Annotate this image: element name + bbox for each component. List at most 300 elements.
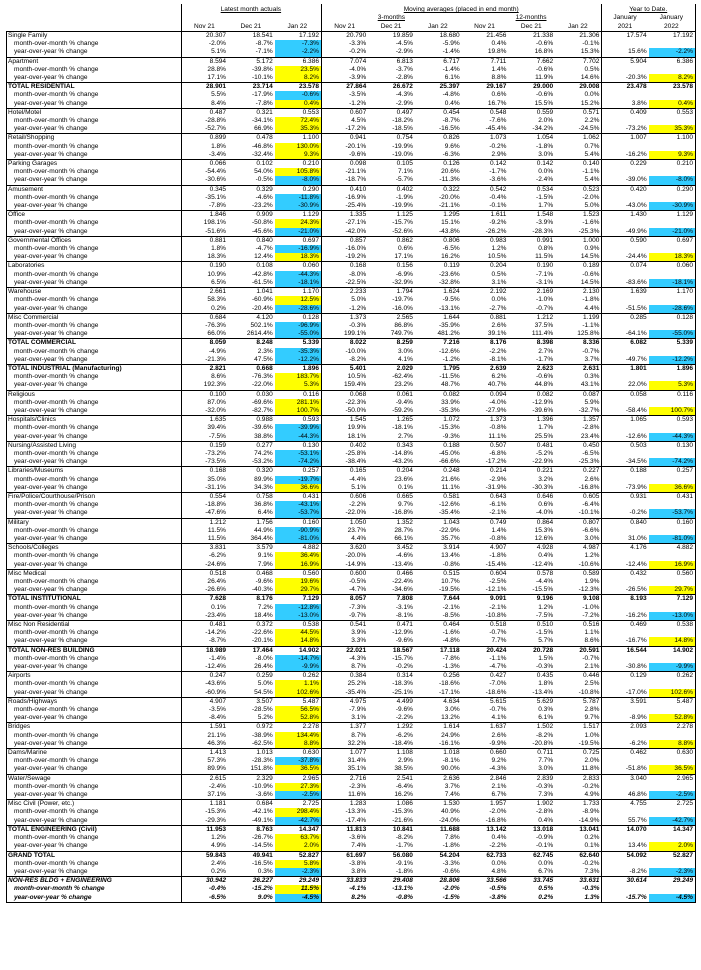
mom-cell xyxy=(602,91,649,99)
mom-cell: -6.2% xyxy=(395,731,413,739)
value-cell: 0.600 xyxy=(321,569,368,578)
section-value-row xyxy=(7,749,696,758)
yoy-cell: 5.1% xyxy=(181,48,228,57)
yoy-cell: 5.0% xyxy=(584,202,600,210)
value-cell: 1.073 xyxy=(462,134,509,143)
mom-cell xyxy=(602,476,649,484)
value-cell: 0.899 xyxy=(181,134,228,143)
yoy-cell: 4.1% xyxy=(398,355,413,363)
yoy-cell: 100.7% xyxy=(275,407,322,416)
value-cell: 0.538 xyxy=(649,621,696,630)
value-cell: 1.129 xyxy=(649,211,696,220)
category-label: Misc Commercial xyxy=(7,313,182,322)
value-cell: 0.277 xyxy=(228,441,275,450)
yoy-cell: 17.1% xyxy=(394,253,413,261)
value-cell: 29.249 xyxy=(275,877,322,886)
value-cell: 0.431 xyxy=(275,492,322,501)
yoy-cell: -0.8% xyxy=(489,534,507,542)
mom-cell: 502.1% xyxy=(250,321,273,329)
yoy-cell: 481.2% xyxy=(437,330,460,338)
value-cell: 1.295 xyxy=(415,211,462,220)
value-cell: 0.142 xyxy=(462,160,509,169)
change-label: year-over-year % change xyxy=(7,48,182,57)
change-label: year-over-year % change xyxy=(7,535,182,544)
yoy-change-row xyxy=(7,509,696,518)
section-value-row xyxy=(7,262,696,271)
yoy-cell: -10.8% xyxy=(578,688,600,696)
mom-cell: -19.7% xyxy=(392,296,413,304)
mom-cell: 5.9% xyxy=(584,398,600,406)
yoy-cell: 17.1% xyxy=(181,74,228,83)
change-label: month-over-month % change xyxy=(7,168,182,176)
yoy-cell: 16.7% xyxy=(487,99,507,107)
yoy-cell: -53.7% xyxy=(649,509,696,518)
category-label: NON-RES BLDG + ENGINEERING xyxy=(7,877,182,886)
mom-cell: 1.2% xyxy=(584,552,600,560)
mom-cell: 183.7% xyxy=(275,373,322,381)
yoy-cell: -53.7% xyxy=(275,509,322,518)
mom-cell: -7.6% xyxy=(489,117,507,125)
value-cell: 1.357 xyxy=(555,416,602,425)
value-cell: 0.130 xyxy=(275,441,322,450)
value-cell: 0.478 xyxy=(228,134,275,143)
header-ytd-col-2a: January xyxy=(649,14,696,22)
mom-cell: 0.9% xyxy=(584,245,600,253)
value-cell: 7.711 xyxy=(462,57,509,66)
mom-cell: -4.5% xyxy=(395,40,413,48)
yoy-cell: 0.2% xyxy=(181,305,228,314)
mom-cell xyxy=(649,783,696,791)
mom-cell xyxy=(602,168,649,176)
mom-cell: 11.5% xyxy=(181,527,228,535)
mom-cell: -4.4% xyxy=(321,476,368,484)
value-cell: 0.402 xyxy=(368,185,415,194)
mom-cell: 1.8% xyxy=(538,680,554,688)
yoy-cell: -24.0% xyxy=(438,816,460,824)
value-cell: 7.129 xyxy=(649,595,696,604)
mom-cell: -8.0% xyxy=(255,654,273,662)
mom-cell xyxy=(602,783,649,791)
mom-cell: 36.8% xyxy=(254,501,273,509)
mom-cell xyxy=(602,450,649,458)
yoy-cell: -2.2% xyxy=(395,714,413,722)
yoy-cell: -26.2% xyxy=(485,227,507,235)
value-cell: 1.591 xyxy=(181,723,228,732)
yoy-cell: 29.7% xyxy=(649,586,696,595)
mom-cell: -0.3% xyxy=(321,322,368,330)
value-cell: 7.644 xyxy=(415,595,462,604)
yoy-cell: -4.5% xyxy=(649,894,696,903)
change-label: year-over-year % change xyxy=(7,330,182,339)
yoy-cell: 8.8% xyxy=(275,740,322,749)
mom-cell: -15.7% xyxy=(392,219,413,227)
change-label: month-over-month % change xyxy=(7,860,182,868)
value-cell: 0.857 xyxy=(321,236,368,245)
value-cell: 0.462 xyxy=(602,749,649,758)
mom-cell: 57.3% xyxy=(181,757,228,765)
mom-cell: -1.6% xyxy=(582,219,600,227)
mom-cell: 19.9% xyxy=(321,424,368,432)
mom-cell: 2.9% xyxy=(398,757,413,765)
yoy-cell: 35.1% xyxy=(321,765,368,774)
change-label: year-over-year % change xyxy=(7,100,182,109)
mom-cell: -4.1% xyxy=(321,885,368,893)
mom-cell: 3.2% xyxy=(538,475,554,483)
yoy-cell: 3.1% xyxy=(491,278,507,286)
value-cell: 49.941 xyxy=(228,851,275,860)
yoy-cell: -2.2% xyxy=(275,48,322,57)
value-cell: 0.285 xyxy=(602,313,649,322)
value-cell: 0.864 xyxy=(508,518,555,527)
mom-cell: -27.1% xyxy=(321,219,368,227)
yoy-cell: -2.5% xyxy=(275,791,322,800)
mom-cell: -1.1% xyxy=(582,168,600,176)
mom-cell: -18.1% xyxy=(392,424,413,432)
yoy-cell: 38.8% xyxy=(254,432,273,440)
value-cell: 0.554 xyxy=(181,492,228,501)
header-ytd-col-1a: January xyxy=(602,14,649,22)
yoy-cell: 2.1% xyxy=(584,663,600,671)
change-label: month-over-month % change xyxy=(7,680,182,688)
section-value-row xyxy=(7,134,696,143)
yoy-cell: 0.3% xyxy=(257,867,273,875)
category-label: Dams/Marine xyxy=(7,749,182,758)
mom-cell: -22.3% xyxy=(321,399,368,407)
header-ytd-title: Year to Date. xyxy=(602,4,696,14)
value-cell: 0.560 xyxy=(275,569,322,578)
value-cell: 1.377 xyxy=(321,723,368,732)
mom-cell: 9.6% xyxy=(444,142,460,150)
value-cell: 0.214 xyxy=(462,467,509,476)
yoy-cell: 16.9% xyxy=(275,561,322,570)
value-cell: 33.566 xyxy=(462,877,509,886)
yoy-cell: 47.5% xyxy=(254,355,273,363)
mom-cell: -1.1% xyxy=(489,654,507,662)
value-cell: 1.545 xyxy=(321,416,368,425)
yoy-cell: 16.2% xyxy=(441,253,460,261)
section-value-row xyxy=(7,825,696,834)
yoy-cell: 7.7% xyxy=(491,637,507,645)
value-cell: 0.431 xyxy=(649,492,696,501)
mom-cell xyxy=(649,91,696,99)
yoy-cell: -51.6% xyxy=(181,228,228,237)
mom-cell: -19.7% xyxy=(275,476,322,484)
yoy-cell: 2.0% xyxy=(649,842,696,851)
mom-cell xyxy=(602,194,649,202)
yoy-cell: 14.5% xyxy=(580,253,600,261)
value-cell: 0.604 xyxy=(462,569,509,578)
mom-cell: -2.5% xyxy=(489,578,507,585)
value-cell: 0.807 xyxy=(555,518,602,527)
value-cell: 56.080 xyxy=(368,851,415,860)
yoy-cell: -55.0% xyxy=(275,330,322,339)
yoy-cell: -12.3% xyxy=(578,586,600,594)
value-cell: 0.247 xyxy=(181,672,228,681)
yoy-cell: 52.8% xyxy=(275,714,322,723)
section-value-row xyxy=(7,416,696,425)
mom-cell: 1.1% xyxy=(584,629,600,637)
category-label: Parking Garages xyxy=(7,160,182,169)
value-cell: 0.450 xyxy=(555,441,602,450)
value-cell: 0.464 xyxy=(415,621,462,630)
value-cell: 26.227 xyxy=(228,877,275,886)
mom-cell: 2.6% xyxy=(491,731,507,739)
value-cell: 0.410 xyxy=(321,185,368,194)
value-cell: 5.615 xyxy=(462,697,509,706)
yoy-cell: 18.3% xyxy=(275,253,322,262)
mom-cell: -62.4% xyxy=(392,373,413,381)
yoy-change-row xyxy=(7,279,696,288)
value-cell: 1.041 xyxy=(228,288,275,297)
mom-cell: 5.5% xyxy=(181,91,228,99)
value-cell: 33.631 xyxy=(555,877,602,886)
yoy-cell: -4.3% xyxy=(489,765,507,773)
yoy-cell: 199.1% xyxy=(321,330,368,339)
yoy-cell: 0.4% xyxy=(649,100,696,109)
yoy-cell: -14.5% xyxy=(251,842,273,850)
yoy-change-row xyxy=(7,740,696,749)
mom-cell: -37.8% xyxy=(275,757,322,765)
value-cell: 20.728 xyxy=(508,646,555,655)
yoy-cell: -18.6% xyxy=(485,688,507,696)
yoy-cell: 3.7% xyxy=(584,355,600,363)
yoy-cell: -16.5% xyxy=(438,125,460,133)
yoy-cell: 48.7% xyxy=(441,381,460,389)
yoy-cell: 23.2% xyxy=(394,381,413,389)
change-label: month-over-month % change xyxy=(7,91,182,99)
section-value-row xyxy=(7,800,696,809)
value-cell: 0.605 xyxy=(555,492,602,501)
value-cell: 1.062 xyxy=(555,134,602,143)
category-label: TOTAL ENGINEERING (Civil) xyxy=(7,825,182,834)
yoy-cell: 15.2% xyxy=(580,99,600,107)
section-value-row xyxy=(7,160,696,169)
change-label: year-over-year % change xyxy=(7,407,182,416)
value-cell: 8.059 xyxy=(181,339,228,348)
value-cell: 0.098 xyxy=(321,160,368,169)
yoy-cell: -1.2% xyxy=(442,355,460,363)
change-label: month-over-month % change xyxy=(7,655,182,663)
mom-cell: -2.2% xyxy=(489,347,507,355)
value-cell: 18.680 xyxy=(415,32,462,41)
mom-cell: 19.6% xyxy=(275,578,322,586)
value-cell: 0.881 xyxy=(181,236,228,245)
mom-cell: -0.3% xyxy=(582,885,600,893)
mom-cell xyxy=(602,578,649,586)
mom-cell: -60.9% xyxy=(251,296,273,304)
category-label: Military xyxy=(7,518,182,527)
value-cell: 0.322 xyxy=(415,185,462,194)
mom-cell: 23.5% xyxy=(275,66,322,74)
mom-cell: -0.6% xyxy=(536,40,554,48)
mom-change-row xyxy=(7,757,696,765)
mom-cell: 8.7% xyxy=(321,732,368,740)
section-value-row xyxy=(7,32,696,41)
mom-cell xyxy=(602,757,649,765)
yoy-change-row xyxy=(7,407,696,416)
yoy-cell: 16.9% xyxy=(649,561,696,570)
mom-cell: 1.4% xyxy=(491,65,507,73)
yoy-cell: 3.0% xyxy=(538,765,554,773)
mom-cell: 2.6% xyxy=(491,321,507,329)
yoy-cell: -32.4% xyxy=(251,150,273,158)
yoy-change-row xyxy=(7,125,696,134)
section-value-row xyxy=(7,723,696,732)
yoy-cell: -81.0% xyxy=(649,535,696,544)
change-label: year-over-year % change xyxy=(7,125,182,134)
yoy-cell: -16.0% xyxy=(392,304,413,312)
value-cell: 17.192 xyxy=(649,32,696,41)
yoy-cell: -62.5% xyxy=(251,739,273,747)
mom-cell: -3.6% xyxy=(321,834,368,842)
change-label: year-over-year % change xyxy=(7,842,182,851)
yoy-cell: 9.7% xyxy=(584,714,600,722)
mom-cell: 9.2% xyxy=(491,757,507,765)
value-cell: 0.806 xyxy=(415,236,462,245)
mom-cell: 0.0% xyxy=(538,859,554,867)
mom-cell: 1.1% xyxy=(275,680,322,688)
mom-cell: -13.3% xyxy=(321,808,368,816)
mom-cell: -8.2% xyxy=(395,834,413,842)
mom-cell: -2.1% xyxy=(442,603,460,611)
mom-cell: -15.3% xyxy=(438,424,460,432)
mom-cell: 134.4% xyxy=(275,732,322,740)
value-cell: 2.093 xyxy=(602,723,649,732)
yoy-cell: -0.2% xyxy=(602,509,649,518)
mom-cell: -34.1% xyxy=(251,117,273,125)
yoy-cell: -16.8% xyxy=(578,483,600,491)
mom-cell: -21.1% xyxy=(321,168,368,176)
yoy-cell: 8.8% xyxy=(649,740,696,749)
yoy-cell: -9.9% xyxy=(489,739,507,747)
value-cell: 8.057 xyxy=(321,595,368,604)
value-cell: 1.292 xyxy=(368,723,415,732)
yoy-cell: 2.0% xyxy=(275,842,322,851)
yoy-cell: -42.7% xyxy=(649,817,696,826)
mom-cell: 0.6% xyxy=(491,91,507,99)
mom-cell: -76.3% xyxy=(251,373,273,381)
mom-cell: 72.4% xyxy=(275,117,322,125)
yoy-cell: -17.1% xyxy=(438,688,460,696)
mom-cell: 58.3% xyxy=(181,296,228,304)
value-cell: 11.813 xyxy=(321,825,368,834)
mom-cell: -1.0% xyxy=(536,296,554,304)
yoy-cell: -52.7% xyxy=(181,125,228,134)
yoy-cell: -13.1% xyxy=(438,304,460,312)
section-value-row xyxy=(7,646,696,655)
yoy-cell: -7.1% xyxy=(255,48,273,56)
value-cell: 7.129 xyxy=(275,595,322,604)
yoy-cell: -1.2% xyxy=(321,305,368,314)
yoy-cell: -0.7% xyxy=(536,304,554,312)
mom-cell xyxy=(602,732,649,740)
category-label: Office xyxy=(7,211,182,220)
yoy-change-row xyxy=(7,381,696,390)
yoy-cell: -23.4% xyxy=(181,612,228,621)
yoy-cell: -12.2% xyxy=(649,356,696,365)
mom-cell xyxy=(602,834,649,842)
mom-cell xyxy=(649,860,696,868)
table-body xyxy=(7,32,696,903)
value-cell: 7.662 xyxy=(508,57,555,66)
value-cell: 1.043 xyxy=(415,518,462,527)
mom-cell: 37.5% xyxy=(534,321,554,329)
section-value-row xyxy=(7,518,696,527)
yoy-cell: -27.9% xyxy=(485,406,507,414)
mom-cell: 2.0% xyxy=(584,757,600,765)
yoy-change-row xyxy=(7,663,696,672)
mom-change-row xyxy=(7,501,696,509)
mom-cell: 0.6% xyxy=(398,245,413,253)
yoy-change-row xyxy=(7,714,696,723)
value-cell: 23.478 xyxy=(602,83,649,92)
yoy-cell: 12.6% xyxy=(534,534,554,542)
value-cell: 2.565 xyxy=(368,313,415,322)
yoy-cell: -82.7% xyxy=(251,406,273,414)
mom-cell xyxy=(649,732,696,740)
value-cell: 0.060 xyxy=(649,262,696,271)
mom-cell: 0.3% xyxy=(538,706,554,714)
mom-cell xyxy=(602,348,649,356)
value-cell: 0.229 xyxy=(602,160,649,169)
change-label: month-over-month % change xyxy=(7,322,182,330)
yoy-cell: -1.8% xyxy=(395,867,413,875)
value-cell: 0.510 xyxy=(508,621,555,630)
value-cell: 4.882 xyxy=(275,544,322,553)
mom-cell: 0.8% xyxy=(538,245,554,253)
yoy-cell: 5.7% xyxy=(538,637,554,645)
yoy-cell: 3.3% xyxy=(321,637,368,646)
value-cell: 11.688 xyxy=(415,825,462,834)
yoy-change-row xyxy=(7,48,696,57)
mom-cell: -2.3% xyxy=(321,783,368,791)
value-cell: 0.128 xyxy=(275,313,322,322)
yoy-cell: -22.9% xyxy=(532,458,554,466)
header-blank xyxy=(181,14,321,22)
mom-cell: 5.8% xyxy=(275,860,322,868)
value-cell: 1.502 xyxy=(508,723,555,732)
yoy-cell: -2.9% xyxy=(395,99,413,107)
value-cell: 3.914 xyxy=(415,544,462,553)
mom-cell: -0.4% xyxy=(181,885,228,893)
value-cell: 0.290 xyxy=(649,185,696,194)
mom-cell: -6.6% xyxy=(582,526,600,534)
change-label: month-over-month % change xyxy=(7,373,182,381)
mom-cell: 2.1% xyxy=(491,782,507,790)
mom-cell: -1.4% xyxy=(181,655,228,663)
category-label: Single Family xyxy=(7,32,182,41)
mom-cell: 1.4% xyxy=(491,526,507,534)
mom-change-row xyxy=(7,629,696,637)
value-cell: 0.140 xyxy=(555,160,602,169)
yoy-cell: -28.6% xyxy=(649,305,696,314)
mom-cell: 6.2% xyxy=(491,373,507,381)
mom-cell: -73.2% xyxy=(181,450,228,458)
yoy-cell: -9.7% xyxy=(321,612,368,621)
yoy-cell: -74.2% xyxy=(649,458,696,467)
mom-cell: 1.2% xyxy=(181,834,228,842)
mom-change-row xyxy=(7,373,696,381)
yoy-cell: 37.1% xyxy=(181,791,228,800)
mom-cell: 44.9% xyxy=(254,526,273,534)
yoy-cell: 100.7% xyxy=(649,407,696,416)
value-cell: 2.725 xyxy=(649,800,696,809)
yoy-cell: 8.2% xyxy=(321,894,368,903)
yoy-cell: -9.6% xyxy=(395,637,413,645)
category-label: Retail/Shopping xyxy=(7,134,182,143)
yoy-cell: 36.6% xyxy=(275,484,322,493)
yoy-cell: 15.5% xyxy=(534,99,554,107)
